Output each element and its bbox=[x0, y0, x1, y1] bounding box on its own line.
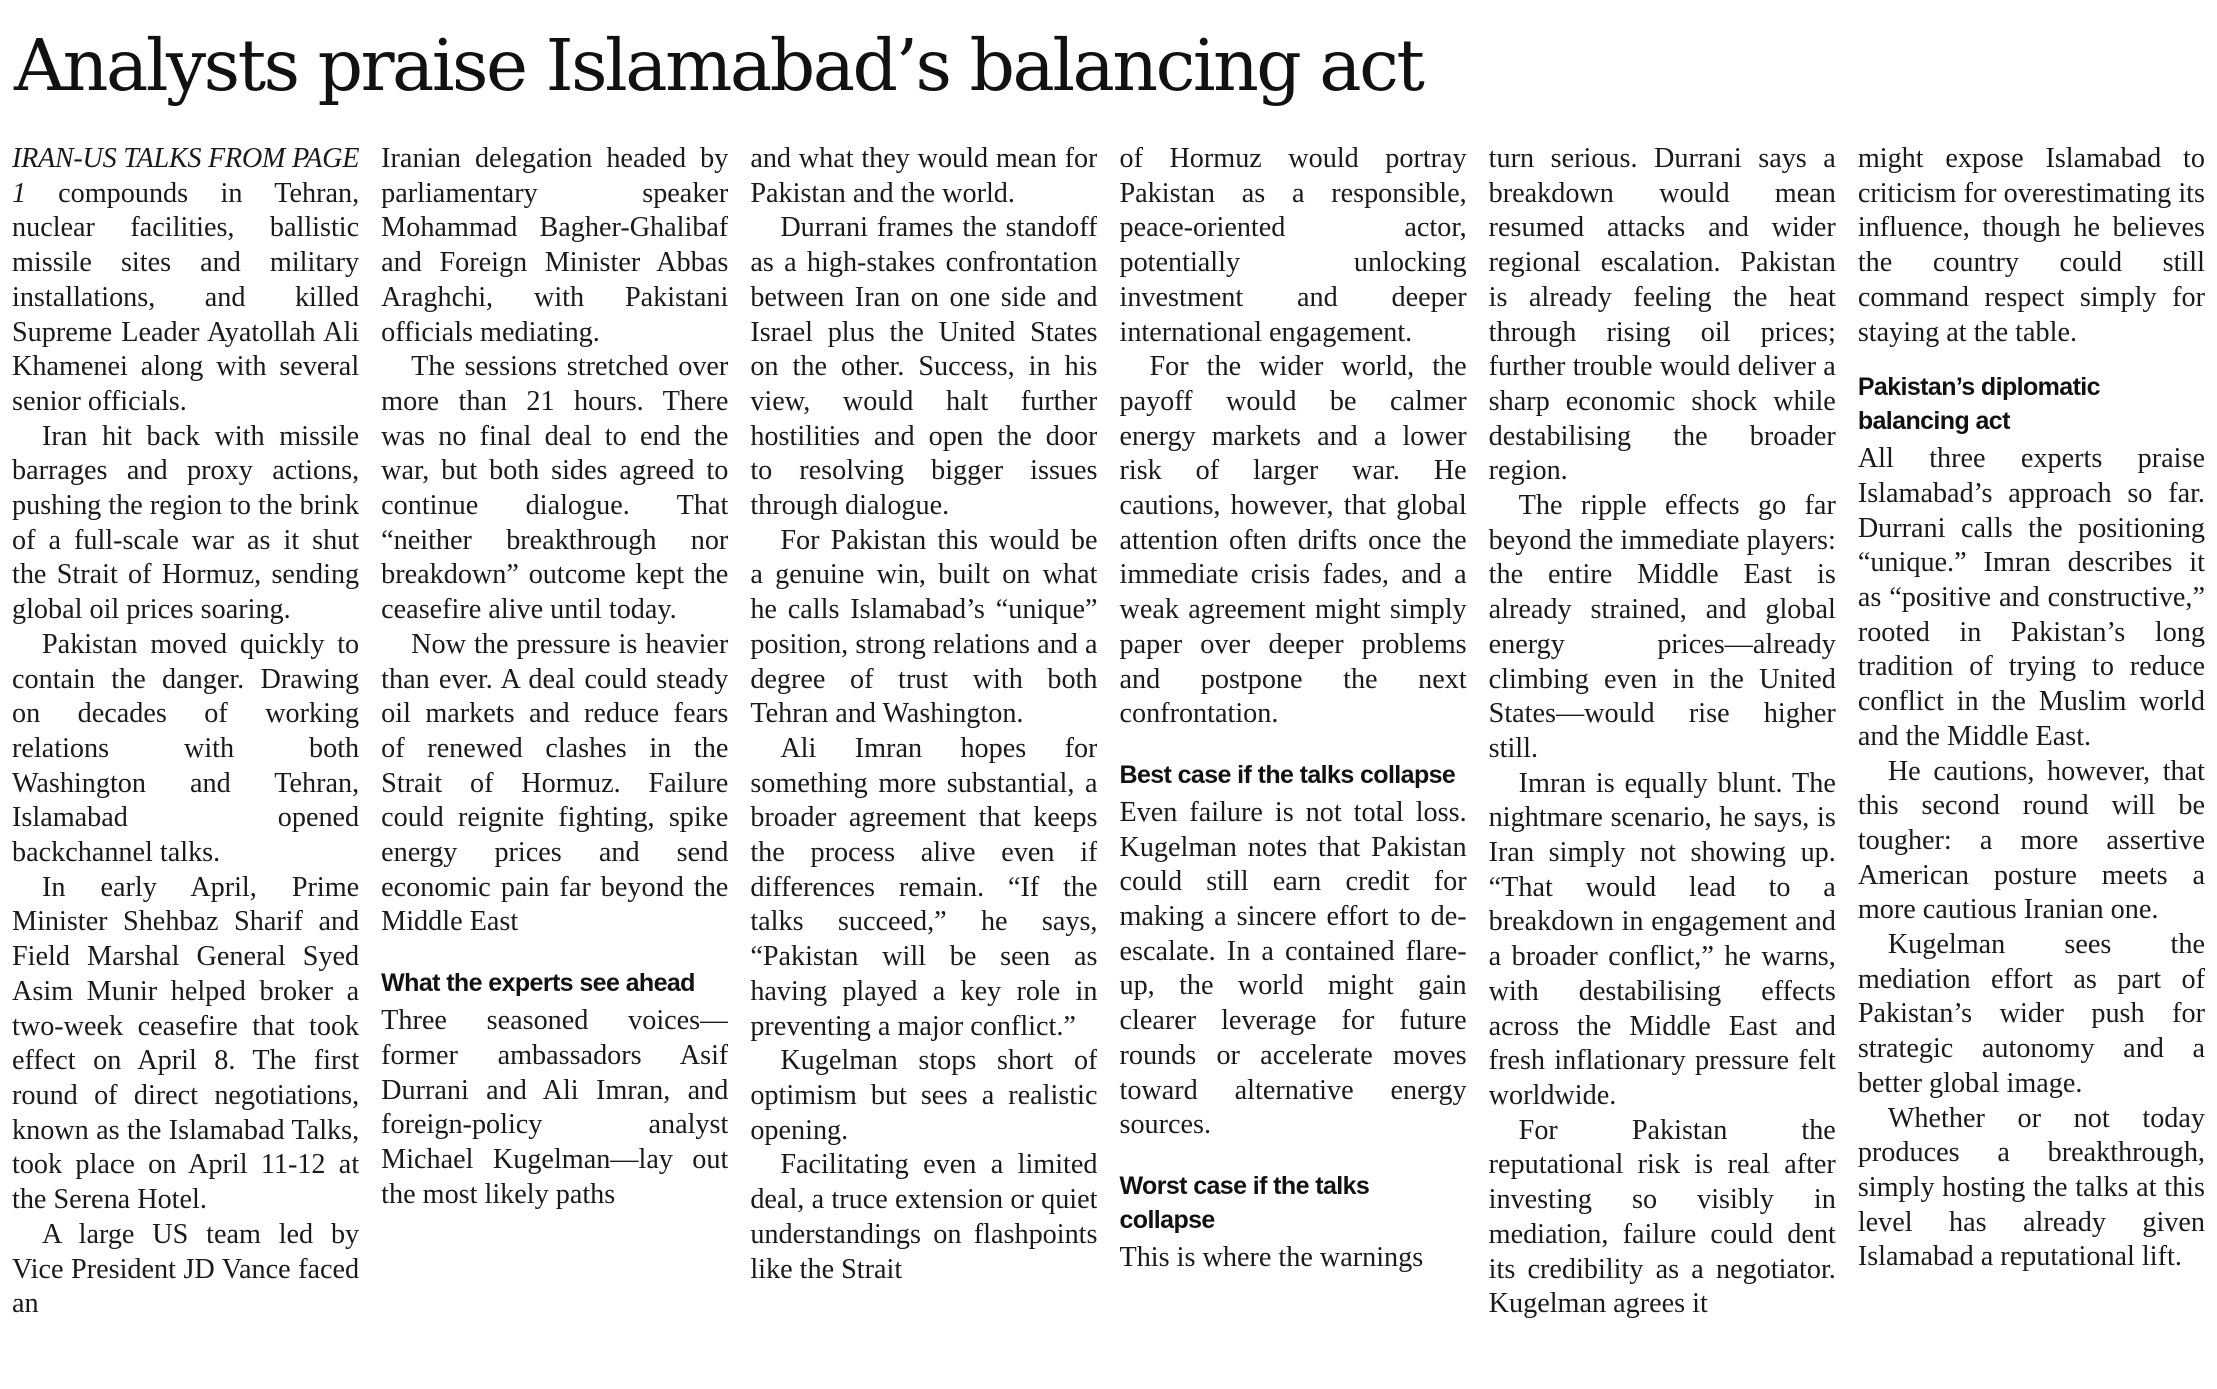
article-paragraph: Durrani frames the standoff as a high-stakes confrontation between Iran on one side and Israel plus the United States on the other. Success, in his view, would halt further hostilities and open the door to resolving bigger issues through dialogue. bbox=[750, 212, 1098, 522]
article-paragraph: and what they would mean for Pakistan and the world. bbox=[750, 143, 1098, 209]
article-paragraph: turn serious. Durrani says a breakdown would mean resumed attacks and wider regional escalation. Pakistan is already feeling the heat through rising oil prices; further trouble would deliver a sharp economic shock while destabilising the broader region. bbox=[1488, 143, 1836, 487]
section-subheading: What the experts see ahead bbox=[381, 969, 695, 998]
jump-kicker: IRAN-US TALKS FROM PAGE 1 bbox=[12, 143, 360, 209]
paragraph-text: compounds in Tehran, nuclear facilities, ballistic missile sites and military installations, and killed Supreme Leader Ayatollah Ali Khamenei along with several senior officials. bbox=[12, 177, 360, 417]
section-subheading: Worst case if the talks collapse bbox=[1119, 1171, 1370, 1234]
article-paragraph: He cautions, however, that this second round will be tougher: a more assertive American posture meets a more cautious Iranian one. bbox=[1857, 755, 2205, 926]
article-paragraph: A large US team led by Vice President JD Vance faced an bbox=[12, 1218, 360, 1320]
article-paragraph: The sessions stretched over more than 21 hours. There was no final deal to end the war, but both sides agreed to continue dialogue. That “neither breakthrough nor breakdown” outcome kept the ceasefire alive until today. bbox=[381, 351, 729, 626]
article-column-1 bbox=[12, 142, 359, 1372]
article-paragraph: Imran is equally blunt. The nightmare scenario, he says, is Iran simply not showing up. “That would lead to a breakdown in engagement and a broader conflict,” he warns, with destabilising effects across the Middle East and fresh inflationary pressure felt worldwide. bbox=[1488, 767, 1836, 1111]
article-column-4 bbox=[1119, 142, 1466, 1372]
article-paragraph: Even failure is not total loss. Kugelman notes that Pakistan could still earn credit for making a sincere effort to de-escalate. In a contained flare-up, the world might gain clearer leverage for future rounds or accelerate moves toward alternative energy sources. bbox=[1119, 796, 1467, 1141]
article-paragraph: Pakistan moved quickly to contain the danger. Drawing on decades of working relations with both Washington and Tehran, Islamabad opened backchannel talks. bbox=[12, 628, 360, 869]
article-paragraph: Now the pressure is heavier than ever. A deal could steady oil markets and reduce fears of renewed clashes in the Strait of Hormuz. Failure could reignite fighting, spike energy prices and send economic pain far beyond the Middle East bbox=[381, 628, 729, 938]
article-paragraph: For the wider world, the payoff would be calmer energy markets and a lower risk of larger war. He cautions, however, that global attention often drifts once the immediate crisis fades, and a weak agreement might simply paper over deeper problems and postpone the next confrontation. bbox=[1119, 351, 1467, 730]
article-paragraph: For Pakistan the reputational risk is real after investing so visibly in mediation, failure could dent its credibility as a negotiator. Kugelman agrees it bbox=[1488, 1114, 1836, 1320]
article-paragraph: For Pakistan this would be a genuine win, built on what he calls Islamabad’s “unique” position, strong relations and a degree of trust with both Tehran and Washington. bbox=[750, 524, 1098, 730]
article-paragraph: This is where the warnings bbox=[1119, 1241, 1424, 1273]
article-paragraph: Whether or not today produces a breakthrough, simply hosting the talks at this level has already given Islamabad a reputational lift. bbox=[1857, 1102, 2205, 1273]
article-paragraph: Three seasoned voices—former ambassadors Asif Durrani and Ali Imran, and foreign-policy analyst Michael Kugelman—lay out the most likely paths bbox=[381, 1005, 729, 1210]
article-paragraph: The ripple effects go far beyond the immediate players: the entire Middle East is already strained, and global energy prices—already climbing even in the United States—would rise higher still. bbox=[1488, 490, 1836, 764]
article-column-3 bbox=[750, 142, 1097, 1372]
article-paragraph: Ali Imran hopes for something more substantial, a broader agreement that keeps the process alive even if differences remain. “If the talks succeed,” he says, “Pakistan will be seen as having played a key role in preventing a major conflict.” bbox=[750, 732, 1098, 1042]
section-subheading: Best case if the talks collapse bbox=[1119, 760, 1456, 789]
article-column-2 bbox=[381, 142, 728, 1372]
article-column-6 bbox=[1858, 142, 2205, 1372]
section-subheading: Pakistan’s diplomatic balancing act bbox=[1857, 373, 2100, 436]
article-paragraph: In early April, Prime Minister Shehbaz Sharif and Field Marshal General Syed Asim Munir helped broker a two-week ceasefire that took effect on April 8. The first round of direct negotiations, known as the Islamabad Talks, took place on April 11-12 at the Serena Hotel. bbox=[12, 871, 360, 1216]
article-body bbox=[12, 142, 2205, 1372]
article-paragraph: Kugelman sees the mediation effort as part of Pakistan’s wider push for strategic autonomy and a better global image. bbox=[1857, 929, 2205, 1099]
article-paragraph: All three experts praise Islamabad’s approach so far. Durrani calls the positioning “unique.” Imran describes it as “positive and constructive,” rooted in Pakistan’s long tradition of trying to reduce conflict in the Muslim world and the Middle East. bbox=[1857, 443, 2205, 752]
article-paragraph: Facilitating even a limited deal, a truce extension or quiet understandings on flashpoints like the Strait bbox=[750, 1149, 1098, 1285]
article-paragraph: Iranian delegation headed by parliamentary speaker Mohammad Bagher-Ghalibaf and Foreign Minister Abbas Araghchi, with Pakistani officials mediating. bbox=[381, 143, 729, 348]
article-column-5 bbox=[1489, 142, 1836, 1372]
article-paragraph: of Hormuz would portray Pakistan as a responsible, peace-oriented actor, potentially unlocking investment and deeper international engagement. bbox=[1119, 143, 1467, 348]
article-paragraph: might expose Islamabad to criticism for overestimating its influence, though he believes the country could still command respect simply for staying at the table. bbox=[1857, 143, 2205, 348]
article-headline: Analysts praise Islamabad’s balancing act bbox=[14, 24, 1423, 107]
article-paragraph bbox=[12, 142, 359, 420]
article-paragraph: Kugelman stops short of optimism but sees a realistic opening. bbox=[750, 1045, 1098, 1146]
article-paragraph: Iran hit back with missile barrages and proxy actions, pushing the region to the brink of a full-scale war as it shut the Strait of Hormuz, sending global oil prices soaring. bbox=[12, 420, 360, 626]
